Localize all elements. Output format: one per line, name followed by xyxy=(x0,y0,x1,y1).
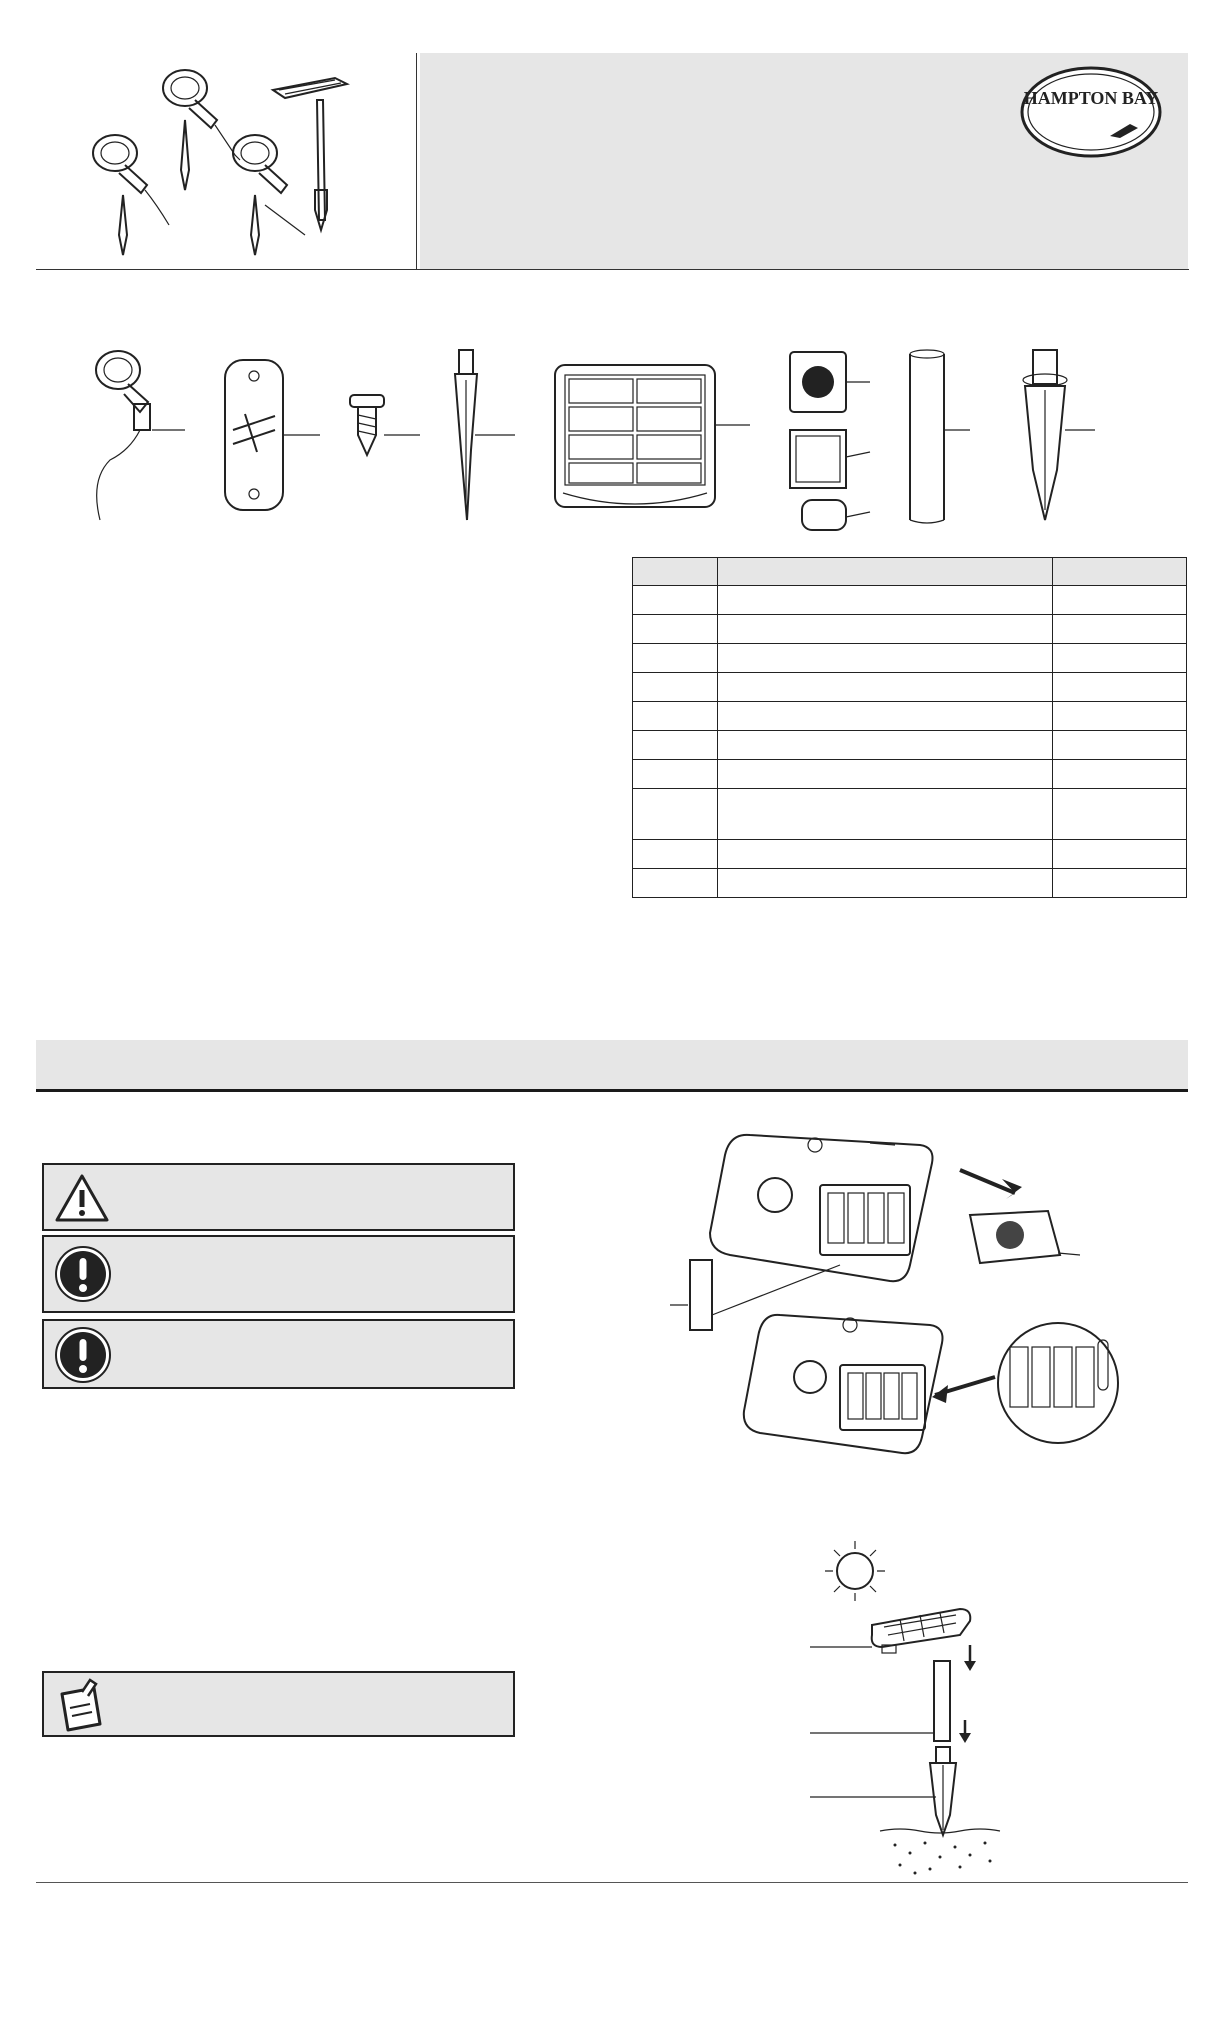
table-cell xyxy=(1053,644,1187,673)
section-header xyxy=(36,1040,1188,1089)
table-cell xyxy=(718,586,1053,615)
note-callout xyxy=(42,1671,515,1737)
table-cell xyxy=(718,615,1053,644)
table-cell xyxy=(718,869,1053,898)
table-row xyxy=(633,789,1187,840)
product-illustration xyxy=(60,60,410,260)
table-cell xyxy=(1053,731,1187,760)
table-cell xyxy=(718,789,1053,840)
table-cell xyxy=(718,702,1053,731)
brand-logo xyxy=(1020,66,1162,158)
table-cell xyxy=(633,702,718,731)
table-cell xyxy=(1053,586,1187,615)
warning-callout xyxy=(42,1163,515,1231)
parts-illustration xyxy=(90,340,1130,530)
table-cell xyxy=(1053,702,1187,731)
table-row xyxy=(633,644,1187,673)
column-header xyxy=(633,558,718,586)
table-cell xyxy=(718,760,1053,789)
table-cell xyxy=(633,586,718,615)
column-header xyxy=(718,558,1053,586)
exclamation-circle-icon xyxy=(54,1245,112,1303)
table-row xyxy=(633,586,1187,615)
important-callout-2 xyxy=(42,1319,515,1389)
section-rule xyxy=(36,1089,1188,1092)
header-divider xyxy=(416,53,417,269)
table-cell xyxy=(633,673,718,702)
table-cell xyxy=(1053,869,1187,898)
hardware-label xyxy=(36,290,1186,320)
table-row xyxy=(633,731,1187,760)
note-pad-icon xyxy=(54,1678,110,1734)
table-cell xyxy=(1053,840,1187,869)
table-cell xyxy=(718,840,1053,869)
stake-assembly-diagram xyxy=(800,1535,1010,1880)
table-cell xyxy=(633,731,718,760)
table-cell xyxy=(1053,760,1187,789)
warning-triangle-icon xyxy=(54,1173,110,1223)
sun-icon xyxy=(825,1541,885,1601)
table-row xyxy=(633,702,1187,731)
table-cell xyxy=(1053,789,1187,840)
table-cell xyxy=(633,789,718,840)
table-cell xyxy=(633,840,718,869)
table-cell xyxy=(718,644,1053,673)
table-cell xyxy=(633,615,718,644)
table-cell xyxy=(633,760,718,789)
table-row xyxy=(633,673,1187,702)
table-row xyxy=(633,869,1187,898)
header-rule xyxy=(36,269,1189,270)
package-contents-table xyxy=(632,557,1187,898)
table-cell xyxy=(718,673,1053,702)
battery-installation-diagram xyxy=(670,1115,1120,1485)
logo-text: HAMPTON BAY xyxy=(1023,88,1159,108)
table-cell xyxy=(718,731,1053,760)
table-row xyxy=(633,840,1187,869)
table-header-row xyxy=(633,558,1187,586)
footer-rule xyxy=(36,1882,1188,1883)
table-cell xyxy=(633,644,718,673)
column-header xyxy=(1053,558,1187,586)
table-cell xyxy=(1053,673,1187,702)
table-cell xyxy=(1053,615,1187,644)
table-row xyxy=(633,760,1187,789)
important-callout-1 xyxy=(42,1235,515,1313)
exclamation-circle-icon xyxy=(54,1326,112,1384)
table-row xyxy=(633,615,1187,644)
table-cell xyxy=(633,869,718,898)
